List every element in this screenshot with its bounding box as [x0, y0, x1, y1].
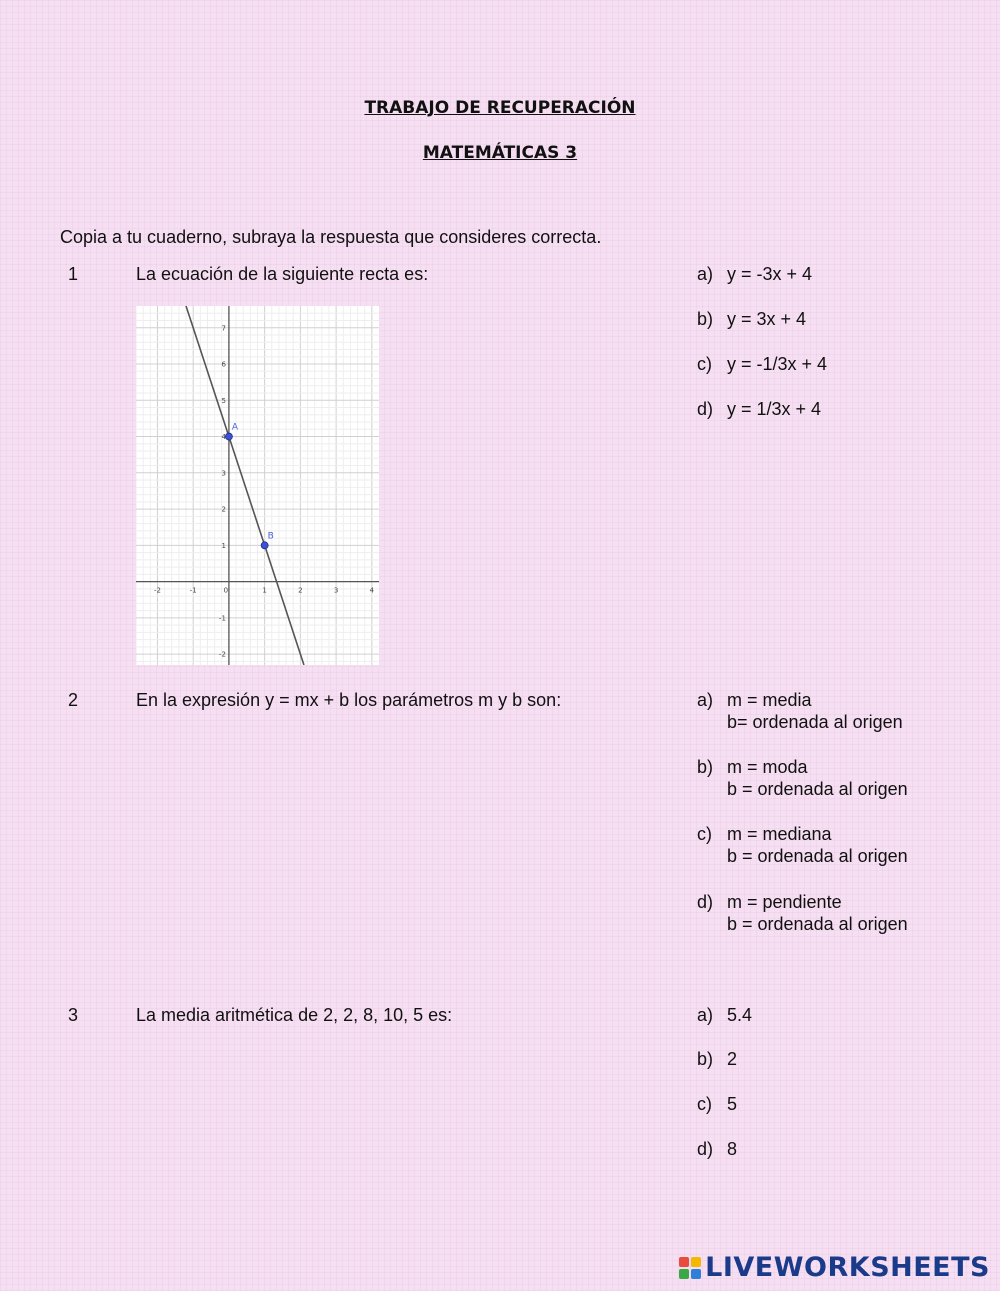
option-letter: d) — [697, 1139, 714, 1159]
option-text: m = moda — [727, 757, 808, 777]
logo-text: LIVEWORKSHEETS — [705, 1252, 990, 1283]
q1-option-b[interactable] — [697, 308, 806, 330]
q3-option-b[interactable] — [697, 1048, 737, 1070]
option-text: 5.4 — [727, 1005, 753, 1025]
option-text: m = media — [727, 690, 812, 710]
y-tick-label: 2 — [221, 505, 226, 514]
worksheet-subtitle: MATEMÁTICAS 3 — [422, 143, 578, 163]
q1-option-d[interactable] — [697, 398, 821, 420]
option-letter: b) — [697, 757, 714, 777]
question-1-text: La ecuación de la siguiente recta es: — [136, 264, 429, 284]
logo-block — [679, 1257, 689, 1267]
x-tick-label: 3 — [333, 586, 339, 595]
x-tick-label: 0 — [223, 586, 229, 595]
line-graph — [136, 306, 379, 665]
option-letter: b) — [697, 1049, 714, 1069]
logo-blocks-icon — [679, 1257, 701, 1279]
y-tick-label: 4 — [221, 433, 226, 442]
option-text-line2: b = ordenada al origen — [727, 914, 908, 934]
option-text: m = pendiente — [727, 892, 842, 912]
x-tick-label: 4 — [369, 586, 375, 595]
option-text: m = mediana — [727, 824, 832, 844]
x-tick-label: -1 — [189, 586, 197, 595]
q3-option-c[interactable] — [697, 1093, 737, 1115]
liveworksheets-logo[interactable] — [679, 1252, 990, 1283]
option-text-line2: b = ordenada al origen — [727, 779, 908, 799]
option-text: y = -3x + 4 — [727, 264, 813, 284]
q2-option-c[interactable] — [697, 823, 908, 867]
question-1-number: 1 — [68, 264, 79, 284]
point-label-b: B — [267, 531, 274, 542]
option-text: 2 — [727, 1049, 738, 1069]
point-label-a: A — [231, 422, 239, 433]
question-3-text: La media aritmética de 2, 2, 8, 10, 5 es: — [136, 1005, 453, 1025]
option-text: y = -1/3x + 4 — [727, 354, 828, 374]
instructions-text: Copia a tu cuaderno, subraya la respuesta que consideres correcta. — [60, 227, 602, 247]
option-letter: c) — [697, 824, 712, 844]
y-tick-label: -1 — [218, 614, 226, 623]
q2-option-d[interactable] — [697, 891, 908, 935]
y-tick-label: 7 — [221, 324, 226, 333]
x-tick-label: -2 — [153, 586, 161, 595]
option-text: y = 1/3x + 4 — [727, 399, 822, 419]
option-letter: c) — [697, 1094, 712, 1114]
option-letter: a) — [697, 1005, 714, 1025]
option-text: 5 — [727, 1094, 738, 1114]
option-letter: a) — [697, 264, 714, 284]
option-letter: d) — [697, 399, 714, 419]
logo-block — [691, 1269, 701, 1279]
option-letter: b) — [697, 309, 714, 329]
y-tick-label: 3 — [221, 469, 226, 478]
x-tick-label: 2 — [298, 586, 303, 595]
option-letter: c) — [697, 354, 712, 374]
option-text-line2: b= ordenada al origen — [727, 712, 903, 732]
q1-option-a[interactable] — [697, 263, 812, 285]
q2-option-b[interactable] — [697, 756, 908, 800]
q3-option-d[interactable] — [697, 1138, 737, 1160]
q3-option-a[interactable] — [697, 1004, 752, 1026]
option-letter: d) — [697, 892, 714, 912]
logo-block — [679, 1269, 689, 1279]
y-tick-label: 5 — [221, 396, 226, 405]
logo-block — [691, 1257, 701, 1267]
q2-option-a[interactable] — [697, 689, 903, 733]
question-2-number: 2 — [68, 690, 79, 710]
y-tick-label: 1 — [221, 541, 226, 550]
worksheet-title: TRABAJO DE RECUPERACIÓN — [364, 98, 636, 118]
question-3-number: 3 — [68, 1005, 79, 1025]
option-text-line2: b = ordenada al origen — [727, 846, 908, 866]
y-tick-label: 6 — [221, 360, 226, 369]
q1-option-c[interactable] — [697, 353, 827, 375]
point-b — [261, 542, 268, 549]
option-text: 8 — [727, 1139, 738, 1159]
y-tick-label: -2 — [218, 650, 226, 659]
x-tick-label: 1 — [262, 586, 267, 595]
question-2-text: En la expresión y = mx + b los parámetros m y b son: — [136, 690, 562, 710]
option-letter: a) — [697, 690, 714, 710]
option-text: y = 3x + 4 — [727, 309, 807, 329]
point-a — [225, 433, 232, 440]
